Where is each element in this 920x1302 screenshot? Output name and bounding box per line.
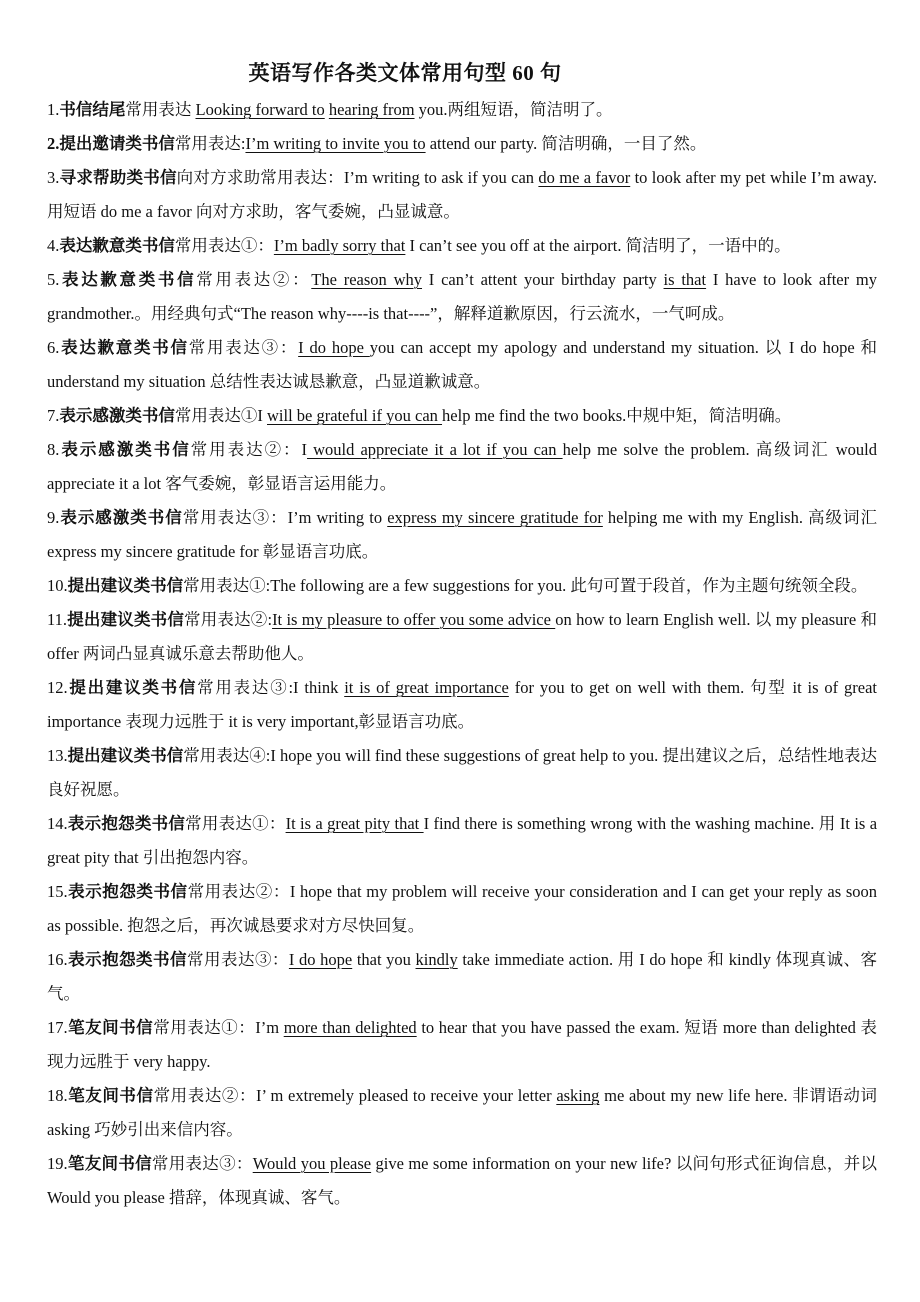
sentence-text: 9. [47, 508, 60, 527]
category-label: 笔友间书信 [67, 1018, 154, 1037]
key-phrase: express my sincere gratitude for [387, 508, 603, 527]
category-label: 表示抱怨类书信 [67, 814, 186, 833]
sentence-text: 常用表达②：I’ m extremely pleased to receive your letter [153, 1086, 557, 1105]
sentence-text: helping me with my English. 高级词汇 express my sincere gratitude for 彰显语言功底。 [47, 508, 877, 561]
list-item [47, 433, 877, 501]
sentence-text: 常用表达①:The following are a few suggestions for you. 此句可置于段首，作为主题句统领全段。 [183, 576, 868, 595]
category-label: 提出建议类书信 [67, 746, 184, 765]
sentence-text: 常用表达①：I’m [153, 1018, 284, 1037]
category-label: 笔友间书信 [67, 1086, 154, 1105]
sentence-text: 15. [47, 882, 68, 901]
sentence-text: 19. [47, 1154, 68, 1173]
sentence-text: 11. [47, 610, 68, 629]
list-item [47, 127, 877, 161]
category-label: 寻求帮助类书信 [59, 168, 177, 187]
category-label: 表示感激类书信 [59, 440, 191, 459]
list-item [47, 263, 877, 331]
sentence-text: 18. [47, 1086, 68, 1105]
key-phrase: would appreciate it a lot if you can [307, 440, 563, 459]
sentence-text: 13. [47, 746, 68, 765]
sentence-text: 4. [47, 236, 60, 255]
sentence-text: help me find the two books.中规中矩，简洁明确。 [442, 406, 792, 425]
key-phrase: The reason why [311, 270, 423, 289]
key-phrase: asking [556, 1086, 600, 1105]
list-item [47, 875, 877, 943]
sentence-text: take immediate action. 用 I do hope 和 kindly 体现真诚、客气。 [47, 950, 877, 1003]
key-phrase: I’m writing to invite you to [245, 134, 426, 153]
category-label: 表达歉意类书信 [59, 338, 189, 357]
list-item [47, 807, 877, 875]
sentence-text: 8. [47, 440, 60, 459]
key-phrase: I do hope [288, 950, 353, 969]
sentence-text: 17. [47, 1018, 68, 1037]
sentence-text: 常用表达②： [196, 270, 312, 289]
sentence-text: 常用表达③： [188, 338, 299, 357]
category-label: 2.提出邀请类书信 [47, 134, 175, 153]
sentence-text: help me solve the problem. 高级词汇 would appreciate it a lot 客气委婉，彰显语言运用能力。 [47, 440, 877, 493]
sentence-text: 12. [47, 678, 68, 697]
list-item [47, 1147, 877, 1215]
list-item [47, 161, 877, 229]
sentence-text: 常用表达③:I think [197, 678, 345, 697]
key-phrase: I’m badly sorry that [273, 236, 406, 255]
sentence-text: I can’t attent your birthday party [422, 270, 664, 289]
list-item [47, 1079, 877, 1147]
category-label: 表示抱怨类书信 [67, 950, 187, 969]
key-phrase: Looking forward to [195, 100, 325, 119]
sentence-text: 14. [47, 814, 68, 833]
category-label: 提出建议类书信 [67, 678, 198, 697]
sentence-text: I can’t see you off at the airport. 简洁明了，一语中的。 [405, 236, 791, 255]
sentence-text: 常用表达③： [151, 1154, 253, 1173]
sentence-text: 常用表达 [125, 100, 196, 119]
list-item [47, 501, 877, 569]
category-label: 提出建议类书信 [67, 576, 184, 595]
list-item [47, 229, 877, 263]
category-label: 书信结尾 [59, 100, 126, 119]
key-phrase: hearing from [328, 100, 415, 119]
sentence-text: 常用表达③： [187, 950, 289, 969]
sentence-text: 16. [47, 950, 68, 969]
list-item [47, 603, 877, 671]
category-label: 表示感激类书信 [59, 406, 175, 425]
key-phrase: is that [663, 270, 707, 289]
category-label: 笔友间书信 [67, 1154, 152, 1173]
key-phrase: it is of great importance [344, 678, 509, 697]
category-label: 表示感激类书信 [59, 508, 183, 527]
sentence-text: 5. [47, 270, 60, 289]
key-phrase: I do hope [298, 338, 370, 357]
sentence-text: 常用表达②: [184, 610, 273, 629]
sentence-text: I have to look after my grandmother.。用经典句式“The reason why----is that----”，解释道歉原因，行云流水，一气呵成。 [47, 270, 877, 323]
list-item [47, 331, 877, 399]
list-item [47, 399, 877, 433]
sentence-text: 常用表达①： [174, 236, 274, 255]
category-label: 表达歉意类书信 [59, 236, 175, 255]
sentence-text: 常用表达①： [185, 814, 286, 833]
sentence-text: attend our party. 简洁明确，一目了然。 [425, 134, 707, 153]
sentence-text: 10. [47, 576, 68, 595]
sentence-text: 1. [47, 100, 60, 119]
page-title: 英语写作各类文体常用句型 60 句 [248, 61, 562, 85]
list-item [47, 739, 877, 807]
sentence-text: 常用表达: [174, 134, 246, 153]
sentence-text: I find there is something wrong with the washing machine. 用 It is a great pity that 引出抱怨内容。 [47, 814, 878, 867]
key-phrase: Would you please [252, 1154, 372, 1173]
list-item [47, 1011, 877, 1079]
sentence-text: you.两组短语，简洁明了。 [414, 100, 613, 119]
list-item [47, 671, 877, 739]
category-label: 表达歉意类书信 [59, 270, 197, 289]
sentence-text: 6. [47, 338, 60, 357]
sentence-text: you can accept my apology and understand my situation. 以 I do hope 和 understand my situation 总结性表达诚恳歉意，凸显道歉诚意。 [47, 338, 877, 391]
category-label: 提出建议类书信 [67, 610, 185, 629]
sentence-text: 常用表达②：I [190, 440, 308, 459]
key-phrase: will be grateful if you can [267, 406, 443, 425]
sentence-text: to look after my pet while I’m away. 用短语 do me a favor 向对方求助，客气委婉，凸显诚意。 [47, 168, 878, 221]
list-item [47, 569, 877, 603]
sentence-text: on how to learn English well. 以 my pleasure 和 offer 两词凸显真诚乐意去帮助他人。 [47, 610, 877, 663]
sentence-text: 常用表达②：I hope that my problem will receive your consideration and I can get your reply as soon as possible. 抱怨之后，再次诚恳要求对方尽快回复。 [47, 882, 877, 935]
list-item [47, 93, 877, 127]
sentence-text: for you to get on well with them. 句型 it is of great importance 表现力远胜于 it is very important,彰显语言功底。 [47, 678, 878, 731]
sentence-text: 常用表达③：I’m writing to [182, 508, 388, 527]
sentence-list [47, 93, 877, 1215]
category-label: 表示抱怨类书信 [67, 882, 188, 901]
key-phrase: It is my pleasure to offer you some advice [272, 610, 556, 629]
sentence-text: 向对方求助常用表达：I’m writing to ask if you can [176, 168, 539, 187]
sentence-text: give me some information on your new life? 以问句形式征询信息，并以 Would you please 措辞，体现真诚、客气。 [47, 1154, 877, 1207]
key-phrase: do me a favor [538, 168, 631, 187]
sentence-text: me about my new life here. 非谓语动词 asking 巧妙引出来信内容。 [47, 1086, 878, 1139]
sentence-text: 3. [47, 168, 60, 187]
key-phrase: kindly [415, 950, 458, 969]
sentence-text: 常用表达④:I hope you will find these suggestions of great help to you. 提出建议之后，总结性地表达良好祝愿。 [47, 746, 877, 799]
sentence-text: 常用表达①I [174, 406, 267, 425]
key-phrase: It is a great pity that [285, 814, 424, 833]
list-item [47, 943, 877, 1011]
sentence-text: to hear that you have passed the exam. 短语 more than delighted 表现力远胜于 very happy. [47, 1018, 878, 1071]
sentence-text: 7. [47, 406, 60, 425]
key-phrase: more than delighted [283, 1018, 417, 1037]
sentence-text: that you [352, 950, 416, 969]
